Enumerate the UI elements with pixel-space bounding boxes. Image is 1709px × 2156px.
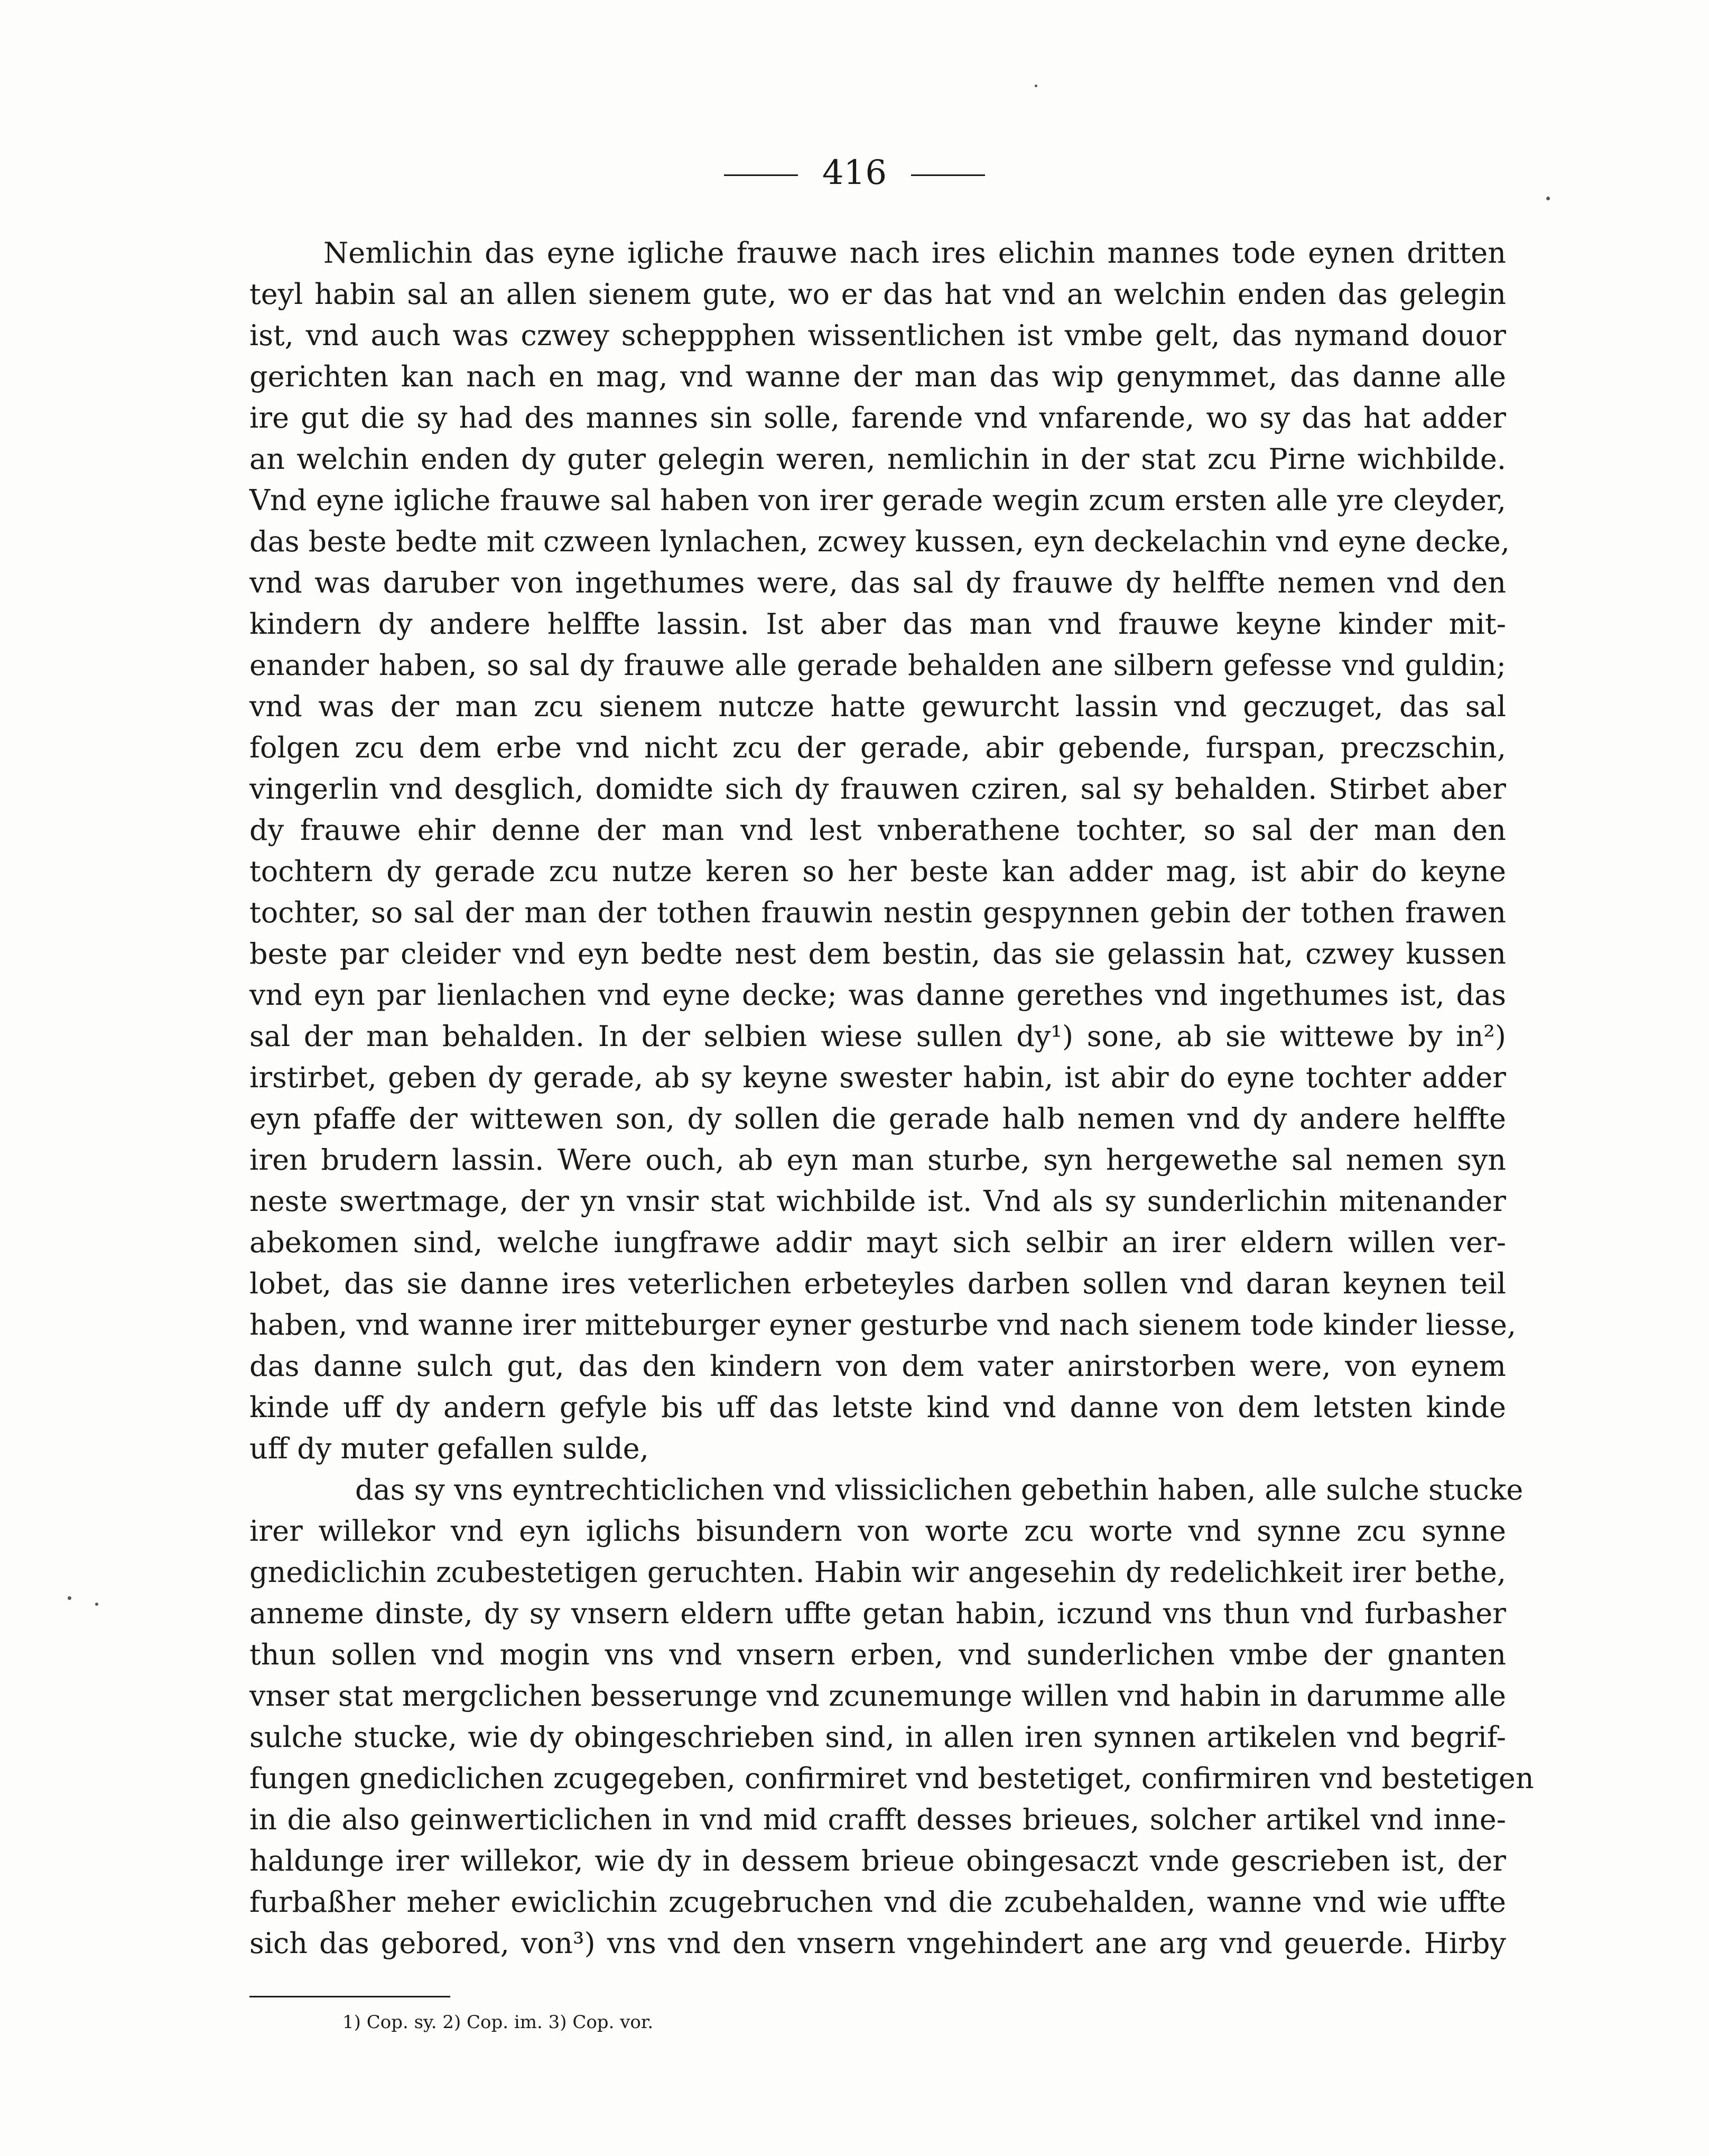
text-line: folgen zcu dem erbe vnd nicht zcu der gerade, abir gebende, furspan, preczschin, (249, 731, 1506, 764)
text-line: sal der man behalden. In der selbien wiese sullen dy¹) sone, ab sie wittewe by in²) (249, 1020, 1506, 1053)
text-line: fungen gnediclichen zcugegeben, confirmiret vnd bestetiget, confirmiren vnd bestetigen (249, 1762, 1534, 1795)
text-line: beste par cleider vnd eyn bedte nest dem bestin, das sie gelassin hat, czwey kussen (249, 937, 1506, 970)
text-line: vnd eyn par lienlachen vnd eyne decke; was danne gerethes vnd ingethumes ist, das (249, 978, 1506, 1012)
text-line: haben, vnd wanne irer mitteburger eyner gesturbe vnd nach sienem tode kinder liesse, (249, 1308, 1517, 1341)
scan-speck (1546, 197, 1550, 200)
scan-speck (95, 1603, 98, 1606)
body-text (249, 233, 1534, 1964)
text-line: dy frauwe ehir denne der man vnd lest vnberathene tochter, so sal der man den (249, 813, 1506, 847)
page-number: 416 (822, 153, 887, 192)
text-line: irstirbet, geben dy gerade, ab sy keyne swester habin, ist abir do eyne tochter adder (249, 1061, 1506, 1094)
text-line: vnd was der man zcu sienem nutcze hatte gewurcht lassin vnd geczuget, das sal (249, 690, 1506, 723)
text-line: lobet, das sie danne ires veterlichen erbeteyles darben sollen vnd daran keynen teil (249, 1267, 1506, 1300)
text-line: vnd was daruber von ingethumes were, das sal dy frauwe dy helffte nemen vnd den (249, 566, 1506, 599)
text-line: sulche stucke, wie dy obingeschrieben sind, in allen iren synnen artikelen vnd begrif- (249, 1720, 1506, 1754)
text-line: tochter, so sal der man der tothen frauwin nestin gespynnen gebin der tothen frawen (249, 896, 1506, 929)
scan-speck (1035, 85, 1037, 87)
page-header (0, 153, 1709, 192)
text-line: das sy vns eyntrechticlichen vnd vlissiclichen gebethin haben, alle sulche stucke (355, 1473, 1524, 1506)
text-line: thun sollen vnd mogin vns vnd vnsern erben, vnd sunderlichen vmbe der gnanten (249, 1638, 1506, 1671)
text-line: teyl habin sal an allen sienem gute, wo er das hat vnd an welchin enden das gelegin (249, 277, 1506, 311)
text-line: in die also geinwerticlichen in vnd mid crafft desses brieues, solcher artikel vnd inne- (249, 1803, 1506, 1836)
footnotes: 1) Cop. sy. 2) Cop. im. 3) Cop. vor. (342, 2012, 654, 2033)
text-line: ire gut die sy had des mannes sin solle, farende vnd vnfarende, wo sy das hat adder (249, 401, 1506, 434)
header-dash-right (911, 174, 985, 176)
scan-speck (68, 1596, 71, 1600)
text-line: irer willekor vnd eyn iglichs bisundern von worte zcu worte vnd synne zcu synne (249, 1514, 1506, 1548)
text-line: ist, vnd auch was czwey scheppphen wissentlichen ist vmbe gelt, das nymand douor (249, 319, 1506, 352)
text-line: tochtern dy gerade zcu nutze keren so her beste kan adder mag, ist abir do keyne (249, 855, 1506, 888)
text-line: gnediclichin zcubestetigen geruchten. Habin wir angesehin dy redelichkeit irer bethe, (249, 1556, 1506, 1589)
header-dash-left (724, 174, 798, 176)
text-line: Nemlichin das eyne igliche frauwe nach ires elichin mannes tode eynen dritten (323, 236, 1506, 270)
text-line: vnser stat mergclichen besserunge vnd zcunemunge willen vnd habin in darumme alle (249, 1679, 1506, 1713)
footnote-rule (249, 1996, 450, 1997)
text-line: anneme dinste, dy sy vnsern eldern uffte getan habin, iczund vns thun vnd furbasher (249, 1597, 1506, 1630)
text-line: enander haben, so sal dy frauwe alle gerade behalden ane silbern gefesse vnd guldin; (249, 649, 1506, 682)
text-line: das danne sulch gut, das den kindern von dem vater anirstorben were, von eynem (249, 1349, 1506, 1383)
text-line: kinde uff dy andern gefyle bis uff das letste kind vnd danne von dem letsten kinde (249, 1391, 1506, 1424)
text-line: sich das gebored, von³) vns vnd den vnsern vngehindert ane arg vnd geuerde. Hirby (249, 1927, 1506, 1960)
text-line: neste swertmage, der yn vnsir stat wichbilde ist. Vnd als sy sunderlichin mitenander (249, 1185, 1506, 1218)
text-line: Vnd eyne igliche frauwe sal haben von irer gerade wegin zcum ersten alle yre cleyder, (249, 484, 1506, 517)
text-line: furbaßher meher ewiclichin zcugebruchen vnd die zcubehalden, wanne vnd wie uffte (249, 1885, 1506, 1919)
text-line: kindern dy andere helffte lassin. Ist aber das man vnd frauwe keyne kinder mit- (249, 607, 1506, 641)
text-line: haldunge irer willekor, wie dy in dessem brieue obingesaczt vnde gescrieben ist, der (249, 1844, 1506, 1877)
text-line: vingerlin vnd desglich, domidte sich dy frauwen cziren, sal sy behalden. Stirbet aber (249, 772, 1506, 806)
text-line: iren brudern lassin. Were ouch, ab eyn man sturbe, syn hergewethe sal nemen syn (249, 1143, 1506, 1177)
text-line: gerichten kan nach en mag, vnd wanne der man das wip genymmet, das danne alle (249, 360, 1506, 393)
text-line: uff dy muter gefallen sulde, (249, 1432, 649, 1465)
text-line: das beste bedte mit czween lynlachen, zcwey kussen, eyn deckelachin vnd eyne decke, (249, 525, 1510, 558)
text-line: an welchin enden dy guter gelegin weren, nemlichin in der stat zcu Pirne wichbilde. (249, 442, 1506, 476)
text-line: eyn pfaffe der wittewen son, dy sollen die gerade halb nemen vnd dy andere helffte (249, 1102, 1506, 1135)
text-line: abekomen sind, welche iungfrawe addir mayt sich selbir an irer eldern willen ver- (249, 1226, 1506, 1259)
